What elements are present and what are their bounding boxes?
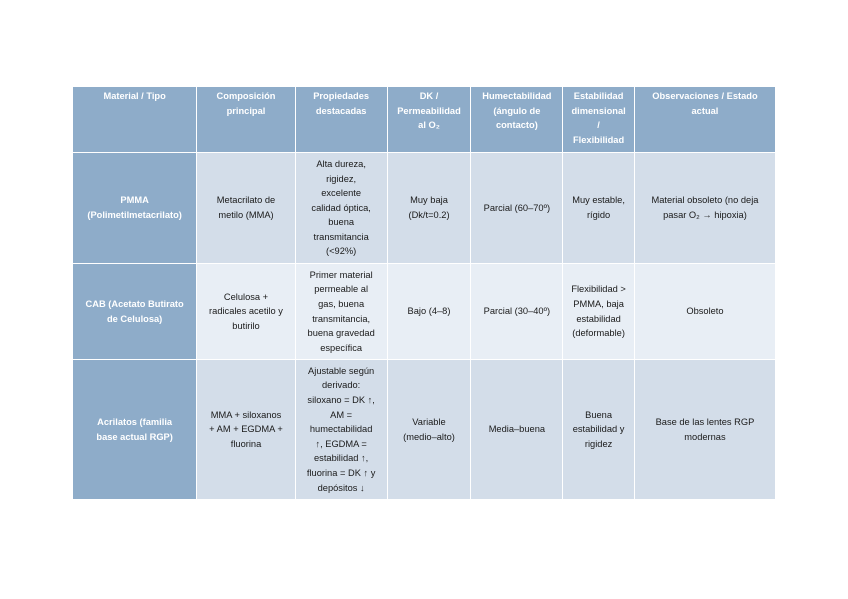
cell-propiedades: Alta dureza, rigidez, excelente calidad óptica, buena transmitancia (<92%): [295, 153, 387, 264]
cell-estabilidad: Buena estabilidad y rigidez: [563, 360, 635, 500]
cell-dk: Bajo (4–8): [387, 264, 471, 360]
row-label-acrilatos: Acrilatos (familia base actual RGP): [73, 360, 197, 500]
cell-humectabilidad: Parcial (60–70º): [471, 153, 563, 264]
materials-table: [72, 86, 776, 500]
cell-propiedades: Primer material permeable al gas, buena transmitancia, buena gravedad específica: [295, 264, 387, 360]
cell-observaciones: Material obsoleto (no deja pasar O₂ → hipoxia): [634, 153, 775, 264]
row-label-cab: CAB (Acetato Butirato de Celulosa): [73, 264, 197, 360]
header-dk: DK / Permeabilidad al O₂: [387, 87, 471, 153]
header-humectabilidad: Humectabilidad (ángulo de contacto): [471, 87, 563, 153]
table-row: [73, 153, 776, 264]
cell-composicion: MMA + siloxanos + AM + EGDMA + fluorina: [197, 360, 296, 500]
row-label-pmma: PMMA (Polimetilmetacrilato): [73, 153, 197, 264]
cell-dk: Muy baja (Dk/t=0.2): [387, 153, 471, 264]
cell-humectabilidad: Media–buena: [471, 360, 563, 500]
table-header-row: [73, 87, 776, 153]
header-material: Material / Tipo: [73, 87, 197, 153]
header-estabilidad: Estabilidad dimensional / Flexibilidad: [563, 87, 635, 153]
cell-composicion: Metacrilato de metilo (MMA): [197, 153, 296, 264]
cell-observaciones: Base de las lentes RGP modernas: [634, 360, 775, 500]
cell-dk: Variable (medio–alto): [387, 360, 471, 500]
cell-estabilidad: Flexibilidad > PMMA, baja estabilidad (deformable): [563, 264, 635, 360]
table-row: [73, 360, 776, 500]
cell-estabilidad: Muy estable, rígido: [563, 153, 635, 264]
header-composicion: Composición principal: [197, 87, 296, 153]
cell-composicion: Celulosa + radicales acetilo y butirilo: [197, 264, 296, 360]
header-observaciones: Observaciones / Estado actual: [634, 87, 775, 153]
cell-humectabilidad: Parcial (30–40º): [471, 264, 563, 360]
header-propiedades: Propiedades destacadas: [295, 87, 387, 153]
table-row: [73, 264, 776, 360]
cell-propiedades: Ajustable según derivado: siloxano = DK ↑, AM = humectabilidad ↑, EGDMA = estabilidad ↑, fluorina = DK ↑ y depósitos ↓: [295, 360, 387, 500]
cell-observaciones: Obsoleto: [634, 264, 775, 360]
